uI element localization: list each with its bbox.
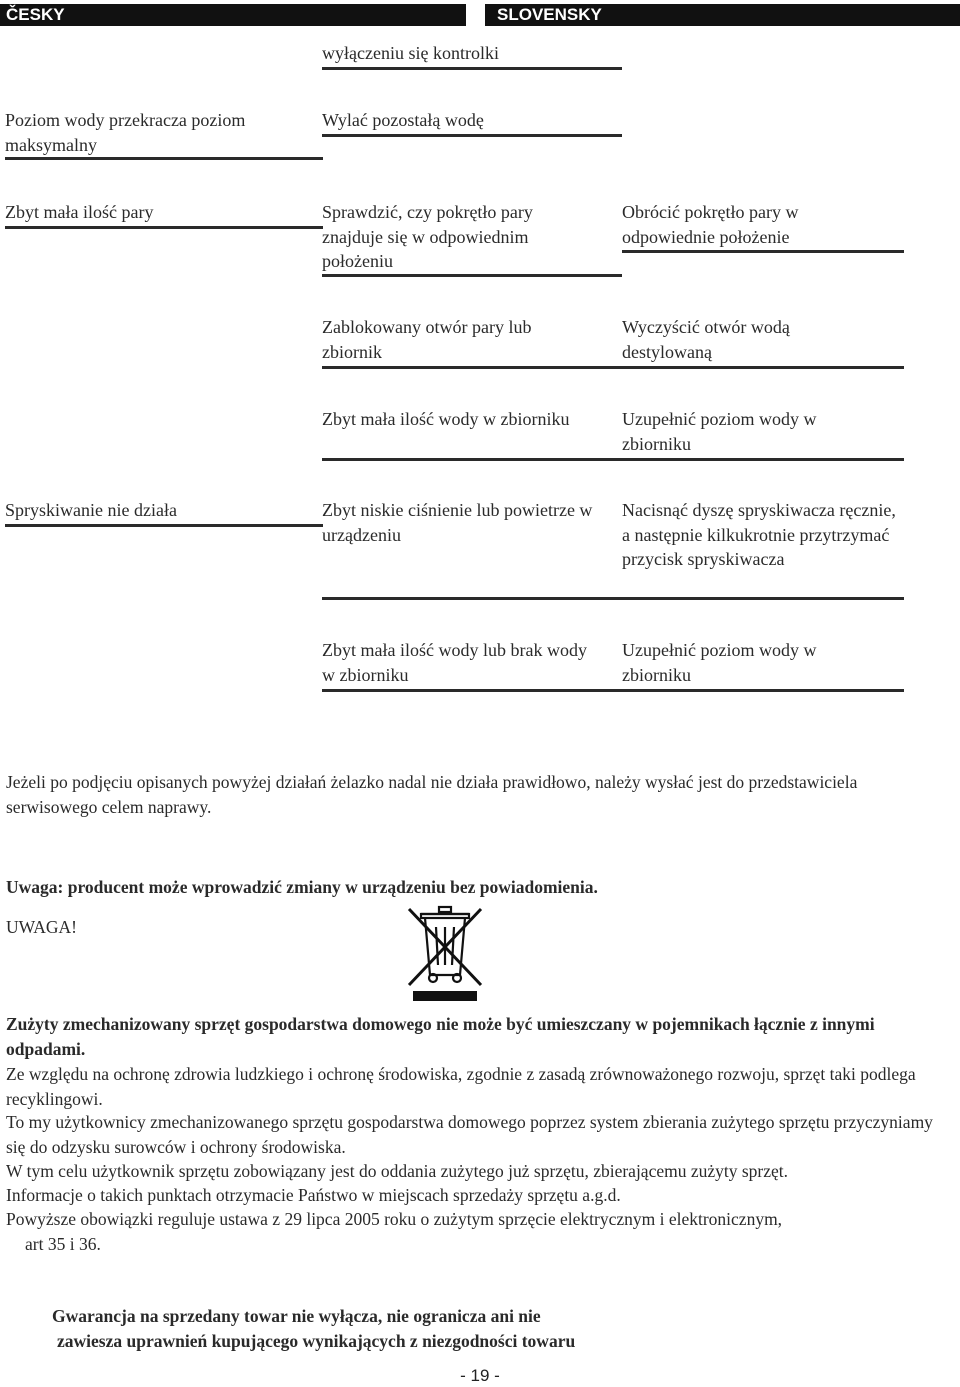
table-cause-2: Sprawdzić, czy pokrętło pary znajduje się w odpowiednim położeniu (322, 202, 533, 271)
table-rule (5, 524, 323, 527)
table-rule (622, 250, 904, 253)
table-solution-6: Uzupełnić poziom wody w zbiorniku (622, 640, 817, 685)
weee-paragraph: art 35 i 36. (25, 1234, 101, 1254)
table-cause-0: wyłączeniu się kontrolki (322, 43, 499, 63)
table-cause-1: Wylać pozostałą wodę (322, 110, 484, 130)
weee-paragraph: Powyższe obowiązki reguluje ustawa z 29 lipca 2005 roku o zużytym sprzęcie elektrycznym i elektronicznym, (6, 1209, 783, 1229)
warranty-line: zawiesza uprawnień kupującego wynikających z niezgodności towaru (57, 1331, 576, 1351)
table-rule (322, 458, 622, 461)
weee-paragraph: W tym celu użytkownik sprzętu zobowiązany jest do oddania zużytego już sprzętu, zbierającemu zużyty sprzęt. (6, 1161, 789, 1181)
attention-label: UWAGA! (6, 917, 77, 937)
table-problem-5: Spryskiwanie nie działa (5, 500, 177, 520)
table-cause-3: Zablokowany otwór pary lub zbiornik (322, 317, 532, 362)
table-rule (322, 134, 622, 137)
table-cause-4: Zbyt mała ilość wody w zbiorniku (322, 409, 570, 429)
weee-paragraph: Ze względu na ochronę zdrowia ludzkiego i ochronę środowiska, zgodnie z zasadą zrównoważonego rozwoju, sprzęt taki podlega recyklingowi. (6, 1064, 916, 1109)
table-rule (322, 67, 622, 70)
table-rule (5, 226, 323, 229)
table-rule (622, 597, 904, 600)
table-solution-5: Nacisnąć dyszę spryskiwacza ręcznie, a następnie kilkukrotnie przytrzymać przycisk spryskiwacza (622, 500, 896, 569)
table-rule (5, 157, 323, 160)
table-rule (622, 689, 904, 692)
table-rule (622, 458, 904, 461)
table-rule (622, 366, 904, 369)
warranty-line: Gwarancja na sprzedany towar nie wyłącza, nie ogranicza ani nie (52, 1306, 541, 1326)
table-solution-2: Obrócić pokrętło pary w odpowiednie położenie (622, 202, 799, 247)
table-solution-4: Uzupełnić poziom wody w zbiorniku (622, 409, 817, 454)
language-tab-slovak: SLOVENSKY (485, 4, 960, 26)
language-tab-czech: ČESKY (0, 4, 466, 26)
table-solution-3: Wyczyścić otwór wodą destylowaną (622, 317, 790, 362)
weee-heading: Zużyty zmechanizowany sprzęt gospodarstwa domowego nie może być umieszczany w pojemnikach łącznie z innymi odpadami. (6, 1014, 875, 1059)
table-rule (322, 366, 622, 369)
weee-paragraph: To my użytkownicy zmechanizowanego sprzętu gospodarstwa domowego poprzez system zbierania zużytego sprzętu przyczyniamy się do odzysku surowców i ochrony środowiska. (6, 1112, 933, 1157)
crossed-out-bin-icon (405, 905, 485, 1001)
table-cause-6: Zbyt mała ilość wody lub brak wody w zbiorniku (322, 640, 587, 685)
service-note: Jeżeli po podjęciu opisanych powyżej działań żelazko nadal nie działa prawidłowo, należy wysłać jest do przedstawiciela serwisowego celem naprawy. (6, 772, 858, 817)
table-cause-5: Zbyt niskie ciśnienie lub powietrze w urządzeniu (322, 500, 593, 545)
table-rule (322, 689, 622, 692)
table-rule (322, 597, 622, 600)
weee-paragraph: Informacje o takich punktach otrzymacie Państwo w miejscach sprzedaży sprzętu a.g.d. (6, 1185, 621, 1205)
table-problem-2: Zbyt mała ilość pary (5, 202, 154, 222)
table-problem-1: Poziom wody przekracza poziom maksymalny (5, 110, 246, 155)
table-rule (322, 274, 622, 277)
page-number: - 19 - (460, 1366, 500, 1385)
manufacturer-notice: Uwaga: producent może wprowadzić zmiany w urządzeniu bez powiadomienia. (6, 877, 598, 897)
